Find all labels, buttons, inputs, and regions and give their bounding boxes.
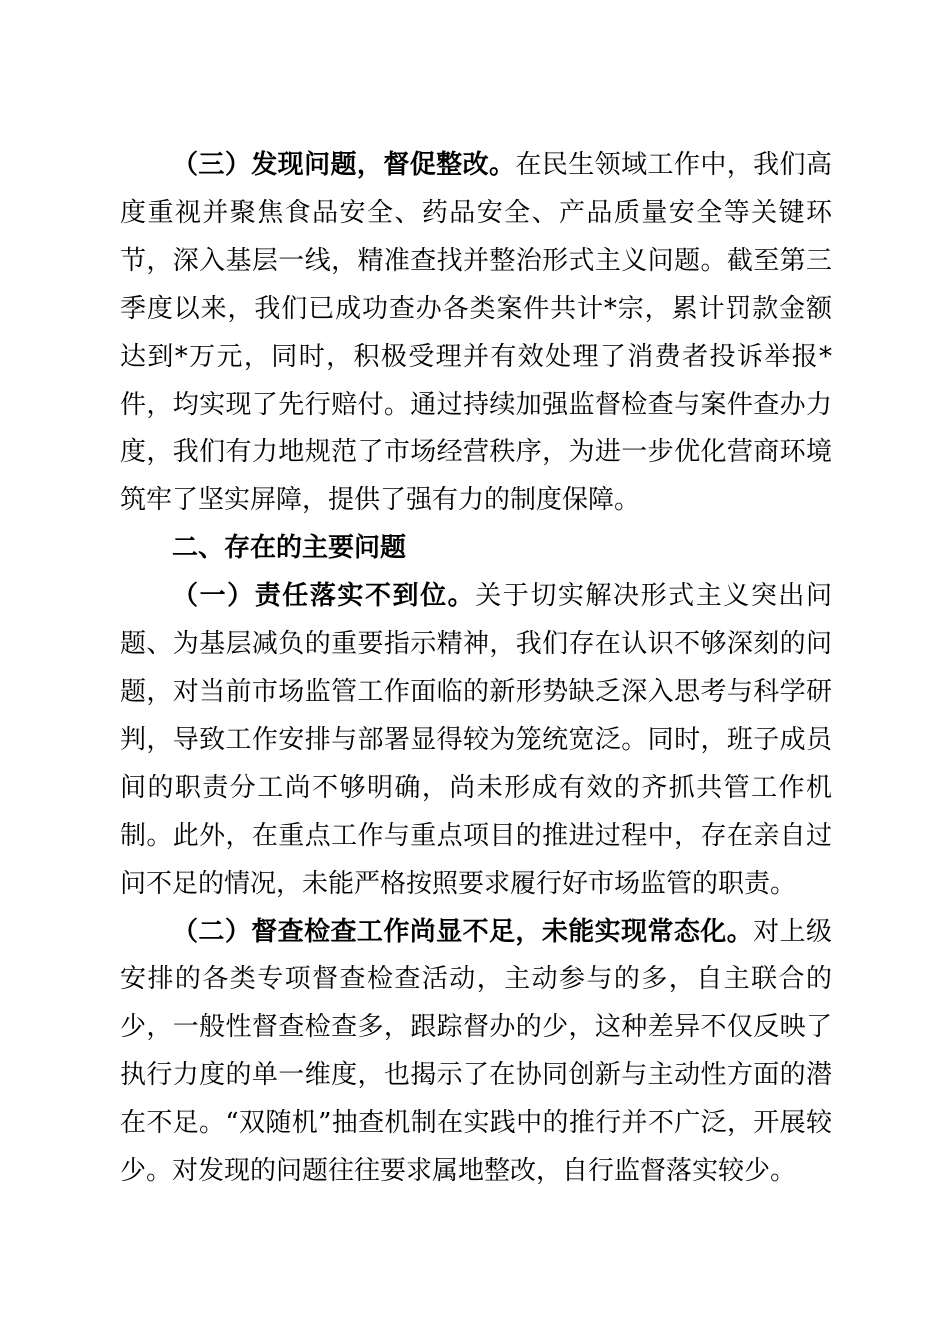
- paragraph-lead: （三）发现问题，督促整改。: [172, 150, 516, 180]
- paragraph-responsibility: [120, 573, 832, 908]
- paragraph-body: 在民生领域工作中，我们高度重视并聚焦食品安全、药品安全、产品质量安全等关键环节，深入基层一线，精准查找并整治形式主义问题。截至第三季度以来，我们已成功查办各类案件共计*宗，累计罚款金额达到*万元，同时，积极受理并有效处理了消费者投诉举报*件，均实现了先行赔付。通过持续加强监督检查与案件查办力度，我们有力地规范了市场经营秩序，为进一步优化营商环境筑牢了坚实屏障，提供了强有力的制度保障。: [120, 150, 832, 516]
- document-page: [120, 142, 832, 1196]
- paragraph-body: 关于切实解决形式主义突出问题、为基层减负的重要指示精神，我们存在认识不够深刻的问题，对当前市场监管工作面临的新形势缺乏深入思考与科学研判，导致工作安排与部署显得较为笼统宽泛。同时，班子成员间的职责分工尚不够明确，尚未形成有效的齐抓共管工作机制。此外，在重点工作与重点项目的推进过程中，存在亲自过问不足的情况，未能严格按照要求履行好市场监管的职责。: [120, 581, 832, 899]
- paragraph-lead: （二）督查检查工作尚显不足，未能实现常态化。: [172, 916, 754, 947]
- section-heading-main-problems: 二、存在的主要问题: [172, 533, 407, 564]
- paragraph-body: 对上级安排的各类专项督查检查活动，主动参与的多，自主联合的少，一般性督查检查多，跟踪督办的少，这种差异不仅反映了执行力度的单一维度，也揭示了在协同创新与主动性方面的潜在不足。“双随机”抽查机制在实践中的推行并不广泛，开展较少。对发现的问题往往要求属地整改，自行监督落实较少。: [120, 916, 832, 1187]
- paragraph-issue-discovery: [120, 142, 832, 525]
- paragraph-inspection: [120, 909, 832, 1196]
- paragraph-lead: （一）责任落实不到位。: [172, 581, 476, 612]
